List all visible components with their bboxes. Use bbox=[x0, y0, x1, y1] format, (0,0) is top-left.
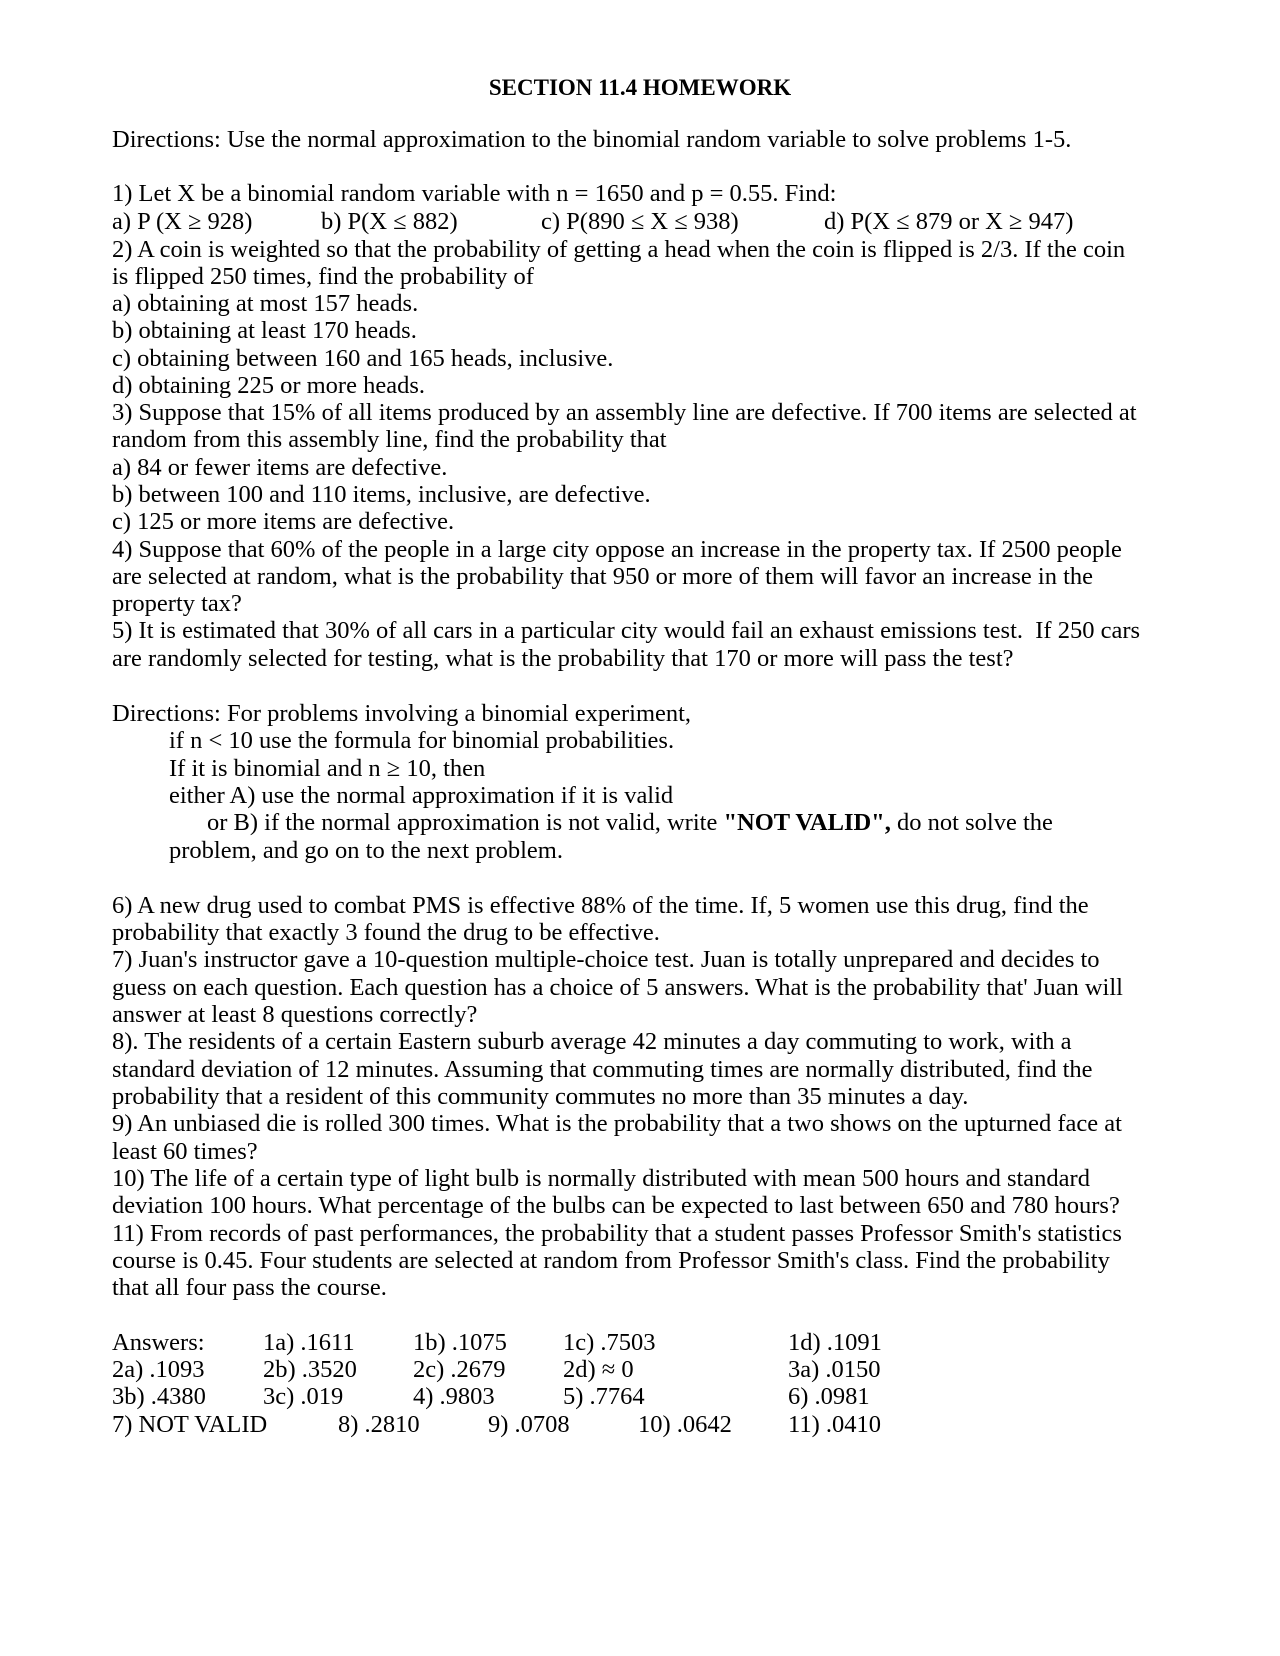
directions-binomial: Directions: For problems involving a binomial experiment, bbox=[112, 700, 692, 727]
problem-2d: d) obtaining 225 or more heads. bbox=[112, 372, 425, 399]
answer-2c: 2c) .2679 bbox=[413, 1356, 506, 1383]
problem-10-line: deviation 100 hours. What percentage of the bulbs can be expected to last between 650 and 780 hours? bbox=[112, 1192, 1120, 1219]
directions-option-b-text: or B) if the normal approximation is not valid, write bbox=[207, 809, 724, 836]
answer-2d: 2d) ≈ 0 bbox=[563, 1356, 634, 1383]
directions-rule-large-n: If it is binomial and n ≥ 10, then bbox=[169, 755, 486, 782]
not-valid-emphasis: "NOT VALID", bbox=[723, 809, 891, 836]
problem-7-line: answer at least 8 questions correctly? bbox=[112, 1001, 478, 1028]
problem-10-line: 10) The life of a certain type of light bulb is normally distributed with mean 500 hours and standard bbox=[112, 1165, 1090, 1192]
problem-1c: c) P(890 ≤ X ≤ 938) bbox=[541, 208, 739, 235]
problem-2-line: is flipped 250 times, find the probability of bbox=[112, 263, 534, 290]
problem-6-line: 6) A new drug used to combat PMS is effective 88% of the time. If, 5 women use this drug, find the bbox=[112, 892, 1089, 919]
problem-2c: c) obtaining between 160 and 165 heads, inclusive. bbox=[112, 345, 614, 372]
page-title: SECTION 11.4 HOMEWORK bbox=[488, 75, 792, 100]
answer-7: 7) NOT VALID bbox=[112, 1411, 268, 1438]
problem-4-line: 4) Suppose that 60% of the people in a large city oppose an increase in the property tax. If 2500 people bbox=[112, 536, 1122, 563]
problem-1a: a) P (X ≥ 928) bbox=[112, 208, 253, 235]
problem-7-line: 7) Juan's instructor gave a 10-question multiple-choice test. Juan is totally unprepared and decides to bbox=[112, 946, 1100, 973]
problem-8-line: 8). The residents of a certain Eastern suburb average 42 minutes a day commuting to work, with a bbox=[112, 1028, 1072, 1055]
problem-3-line: random from this assembly line, find the probability that bbox=[112, 426, 667, 453]
problem-5-line: are randomly selected for testing, what is the probability that 170 or more will pass the test? bbox=[112, 645, 1014, 672]
answer-2a: 2a) .1093 bbox=[112, 1356, 205, 1383]
problem-9-line: least 60 times? bbox=[112, 1138, 258, 1165]
problem-8-line: probability that a resident of this community commutes no more than 35 minutes a day. bbox=[112, 1083, 969, 1110]
directions-option-a: either A) use the normal approximation if it is valid bbox=[169, 782, 674, 809]
problem-2-line: 2) A coin is weighted so that the probability of getting a head when the coin is flipped is 2/3. If the coin bbox=[112, 236, 1126, 263]
directions-normal-approx: Directions: Use the normal approximation to the binomial random variable to solve problems 1-5. bbox=[112, 126, 1072, 153]
problem-1b: b) P(X ≤ 882) bbox=[321, 208, 458, 235]
problem-11-line: 11) From records of past performances, the probability that a student passes Professor Smith's statistics bbox=[112, 1220, 1122, 1247]
problem-7-line: guess on each question. Each question has a choice of 5 answers. What is the probability that' Juan will bbox=[112, 974, 1123, 1001]
answer-1d: 1d) .1091 bbox=[788, 1329, 882, 1356]
problem-9-line: 9) An unbiased die is rolled 300 times. What is the probability that a two shows on the upturned face at bbox=[112, 1110, 1122, 1137]
answer-5: 5) .7764 bbox=[563, 1383, 645, 1410]
answer-9: 9) .0708 bbox=[488, 1411, 570, 1438]
problem-2b: b) obtaining at least 170 heads. bbox=[112, 317, 417, 344]
problem-5-line: 5) It is estimated that 30% of all cars in a particular city would fail an exhaust emissions test. If 250 cars bbox=[112, 617, 1141, 644]
problem-3c: c) 125 or more items are defective. bbox=[112, 508, 455, 535]
answer-1a: 1a) .1611 bbox=[263, 1329, 355, 1356]
answer-4: 4) .9803 bbox=[413, 1383, 495, 1410]
problem-3a: a) 84 or fewer items are defective. bbox=[112, 454, 448, 481]
answer-3b: 3b) .4380 bbox=[112, 1383, 206, 1410]
directions-option-b bbox=[207, 809, 1053, 837]
problem-3-line: 3) Suppose that 15% of all items produced by an assembly line are defective. If 700 items are selected at bbox=[112, 399, 1137, 426]
problem-11-line: course is 0.45. Four students are selected at random from Professor Smith's class. Find the probability bbox=[112, 1247, 1110, 1274]
problem-1-stem: 1) Let X be a binomial random variable with n = 1650 and p = 0.55. Find: bbox=[112, 180, 837, 207]
answer-1b: 1b) .1075 bbox=[413, 1329, 507, 1356]
answer-6: 6) .0981 bbox=[788, 1383, 870, 1410]
problem-8-line: standard deviation of 12 minutes. Assuming that commuting times are normally distributed, find the bbox=[112, 1056, 1093, 1083]
answer-2b: 2b) .3520 bbox=[263, 1356, 357, 1383]
problem-6-line: probability that exactly 3 found the drug to be effective. bbox=[112, 919, 660, 946]
problem-11-line: that all four pass the course. bbox=[112, 1274, 387, 1301]
answer-3a: 3a) .0150 bbox=[788, 1356, 881, 1383]
problem-4-line: property tax? bbox=[112, 590, 242, 617]
answer-3c: 3c) .019 bbox=[263, 1383, 344, 1410]
problem-3b: b) between 100 and 110 items, inclusive, are defective. bbox=[112, 481, 651, 508]
directions-rule-small-n: if n < 10 use the formula for binomial probabilities. bbox=[169, 727, 675, 754]
problem-2a: a) obtaining at most 157 heads. bbox=[112, 290, 419, 317]
answer-8: 8) .2810 bbox=[338, 1411, 420, 1438]
directions-continue: problem, and go on to the next problem. bbox=[169, 837, 563, 864]
answer-11: 11) .0410 bbox=[788, 1411, 881, 1438]
answers-label: Answers: bbox=[112, 1329, 205, 1356]
answer-10: 10) .0642 bbox=[638, 1411, 732, 1438]
directions-option-b-tail: do not solve the bbox=[890, 809, 1053, 836]
answer-1c: 1c) .7503 bbox=[563, 1329, 656, 1356]
problem-1d: d) P(X ≤ 879 or X ≥ 947) bbox=[824, 208, 1074, 235]
problem-4-line: are selected at random, what is the probability that 950 or more of them will favor an increase in the bbox=[112, 563, 1094, 590]
